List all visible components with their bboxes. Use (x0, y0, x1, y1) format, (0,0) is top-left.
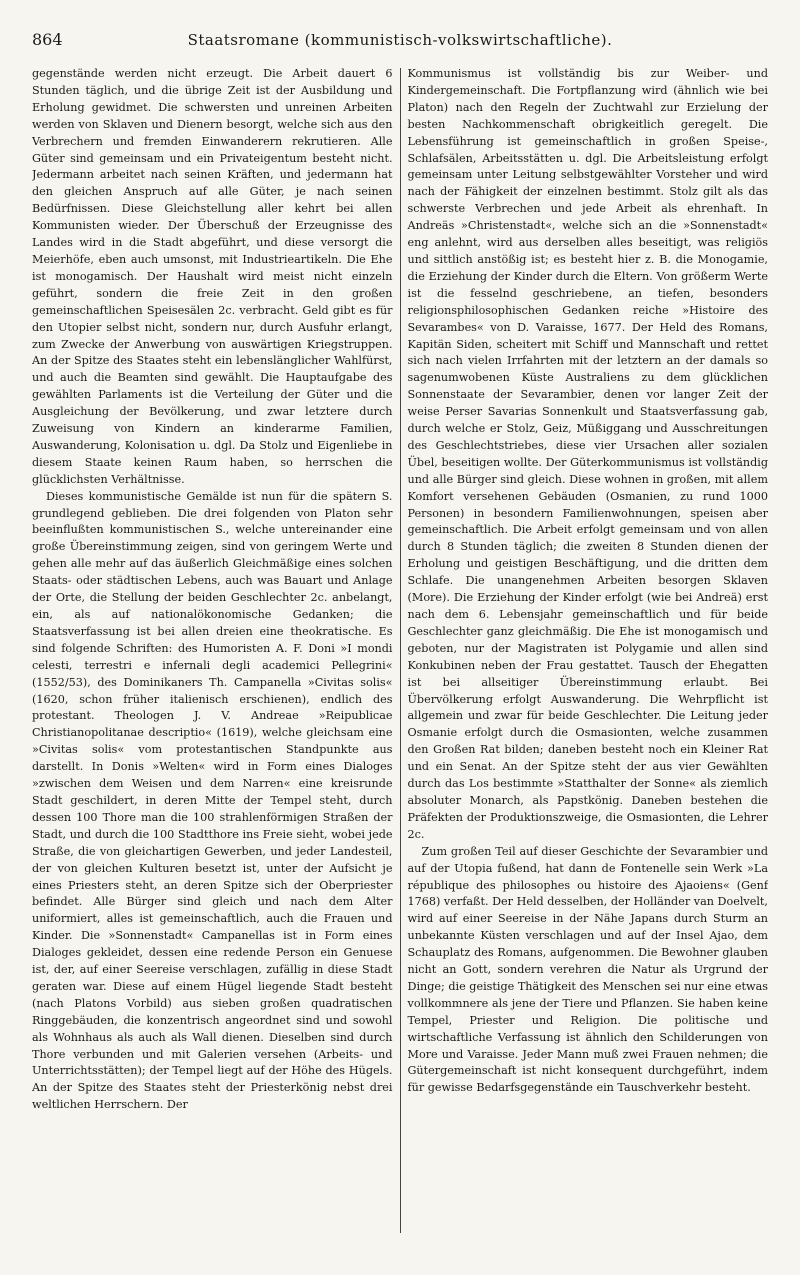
paragraph: Kommunismus ist vollständig bis zur Weiber- und Kindergemeinschaft. Die Fortpflanzung wird (ähnlich wie bei Platon) nach den Regeln der Zuchtwahl zur Erzielung der besten Nachkommenschaft obrigkeitlich geregelt. Die Lebensführung ist gemeinschaftlich in großen Speise-, Schlafsälen, Arbeitsstätten u. dgl. Die Arbeitsleistung erfolgt gemeinsam unter Leitung selbstgewählter Vorsteher und wird nach der Fähigkeit der einzelnen bestimmt. Stolz gilt als das schwerste Verbrechen und jede Arbeit als ehrenhaft. In Andreäs »Christenstadt«, welche sich an die »Sonnenstadt« eng anlehnt, wird aus derselben alles beseitigt, was religiös und sittlich anstößig ist; es besteht hier z. B. die Monogamie, die Erziehung der Kinder durch die Eltern. Von größerm Werte ist die fesselnd geschriebene, an tiefen, besonders religionsphilosophischen Gedanken reiche »Histoire des Sevarambes« von D. Varaisse, 1677. Der Held des Romans, Kapitän Siden, scheitert mit Schiff und Mannschaft und rettet sich nach vielen Irrfahrten mit der letztern an der damals so sagenumwobenen Küste Australiens zu dem glücklichen Sonnenstaate der Sevarambier, denen vor langer Zeit der weise Perser Savarias Sonnenkult und Staatsverfassung gab, durch welche er Stolz, Geiz, Müßiggang und Ausschreitungen des Geschlechtstriebes, diese vier Ursachen aller sozialen Übel, beseitigen wollte. Der Güterkommunismus ist vollständig und alle Bürger sind gleich. Diese wohnen in großen, mit allem Komfort versehenen Gebäuden (Osmanien, zu rund 1000 Personen) in besondern Familienwohnungen, speisen aber gemeinschaftlich. Die Arbeit erfolgt gemeinsam und von allen durch 8 Stunden täglich; die zweiten 8 Stunden dienen der Erholung und geistigen Beschäftigung, und die dritten dem Schlafe. Die unangenehmen Arbeiten besorgen Sklaven (More). Die Erziehung der Kinder erfolgt (wie bei Andreä) erst nach dem 6. Lebensjahr gemeinschaftlich und für beide Geschlechter ganz gleichmäßig. Die Ehe ist monogamisch und geboten, nur der Magistraten ist Polygamie und allen sind Konkubinen neben der Frau gestattet. Tausch der Ehegatten ist bei allseitiger Übereinstimmung erlaubt. Bei Übervölkerung erfolgt Auswanderung. Die Wehrpflicht ist allgemein und zwar für beide Geschlechter. Die Leitung jeder Osmanie erfolgt durch die Osmasionten, welche zusammen den Großen Rat bilden; daneben besteht noch ein Kleiner Rat und ein Senat. An der Spitze steht der aus vier Gewählten durch das Los bestimmte »Statthalter der Sonne« als ziemlich absoluter Monarch, als Papstkönig. Daneben bestehen die Präfekten der Produktionszweige, die Osmasionten, die Lehrer 2c. (407, 67, 768, 841)
left-column (32, 66, 400, 1257)
text-columns (32, 66, 768, 1257)
right-column (401, 66, 769, 1257)
running-title: Staatsromane (kommunistisch-volkswirtschaftliche). (187, 31, 613, 49)
paragraph: Dieses kommunistische Gemälde ist nun für die spätern S. grundlegend geblieben. Die drei folgenden von Platon sehr beeinflußten kommunistischen S., welche untereinander eine große Übereinstimmung zeigen, sind von geringem Werte und gehen alle mehr auf das äußerlich Gleichmäßige eines solchen Staats- oder städtischen Lebens, auch was Bauart und Anlage der Orte, die Stellung der beiden Geschlechter 2c. anbelangt, ein, als auf nationalökonomische Gedanken; die Staatsverfassung ist bei allen dreien eine theokratische. Es sind folgende Schriften: des Humoristen A. F. Doni »I mondi celesti, terrestri e infernali degli academici Pellegrini« (1552/53), des Dominikaners Th. Campanella »Civitas solis« (1620, schon früher italienisch erschienen), endlich des protestant. Theologen J. V. Andreae »Reipublicae Christianopolitanae descriptio« (1619), welche gleichsam eine »Civitas solis« vom protestantischen Standpunkte aus darstellt. In Donis »Welten« wird in Form eines Dialoges »zwischen dem Weisen und dem Narren« eine kreisrunde Stadt geschildert, in deren Mitte der Tempel steht, durch dessen 100 Thore man die 100 strahlenförmigen Straßen der Stadt, und durch die 100 Stadtthore ins Freie sieht, wobei jede Straße, die von gleichartigen Gewerben, und jeder Landesteil, der von gleichen Kulturen besetzt ist, unter der Aufsicht je eines Priesters steht, an deren Spitze sich der Oberpriester befindet. Alle Bürger sind gleich und nach dem Alter uniformiert, alles ist gemeinschaftlich, auch die Frauen und Kinder. Die »Sonnenstadt« Campanellas ist in Form eines Dialoges gekleidet, dessen eine redende Person ein Genuese ist, der, auf einer Seereise verschlagen, zufällig in diese Stadt geraten war. Diese auf einem Hügel liegende Stadt besteht (nach Platons Vorbild) aus sieben großen quadratischen Ringgebäuden, die konzentrisch angeordnet sind und sowohl als Wohnhaus als auch als Wall dienen. Dieselben sind durch Thore verbunden und mit Galerien versehen (Arbeits- und Unterrichtsstätten); der Tempel liegt auf der Höhe des Hügels. An der Spitze des Staates steht der Priesterkönig nebst drei weltlichen Herrschern. Der (32, 489, 393, 1112)
paragraph: Zum großen Teil auf dieser Geschichte der Sevarambier und auf der Utopia fußend, hat dann de Fontenelle sein Werk »La république des philosophes ou histoire des Ajaoiens« (Genf 1768) verfaßt. Der Held desselben, der Holländer van Doelvelt, wird auf einer Seereise in der Nähe Japans durch Sturm an unbekannte Küsten verschlagen und auf der Insel Ajao, dem Schauplatz des Romans, aufgenommen. Die Bewohner glauben nicht an Gott, sondern verehren die Natur als Urgrund der Dinge; die geistige Thätigkeit des Menschen sei nur eine etwas vollkommnere als jene der Tiere und Pflanzen. Sie haben keine Tempel, Priester und Religion. Die politische und wirtschaftliche Verfassung ist ähnlich den Schilderungen von More und Varaisse. Jeder Mann muß zwei Frauen nehmen; die Gütergemeinschaft ist nicht konsequent durchgeführt, indem für gewisse Bedarfsgegenstände ein Tauschverkehr besteht. (407, 844, 768, 1095)
page-header (32, 30, 768, 56)
page-number: 864 (32, 30, 63, 49)
paragraph: gegenstände werden nicht erzeugt. Die Arbeit dauert 6 Stunden täglich, und die übrige Zeit ist der Ausbildung und Erholung gewidmet. Die schwersten und unreinen Arbeiten werden von Sklaven und Dienern besorgt, welche sich aus den Verbrechern und fremden Einwanderern rekrutieren. Alle Güter sind gemeinsam und ein Privateigentum besteht nicht. Jedermann arbeitet nach seinen Kräften, und jedermann hat den gleichen Anspruch auf alle Güter, je nach seinen Bedürfnissen. Diese Gleichstellung aller kehrt bei allen Kommunisten wieder. Der Überschuß der Erzeugnisse des Landes wird in die Stadt abgeführt, und diese versorgt die Meierhöfe, eben auch umsonst, mit Industrieartikeln. Die Ehe ist monogamisch. Der Haushalt wird meist nicht einzeln geführt, sondern die freie Zeit in den großen gemeinschaftlichen Speisesälen 2c. verbracht. Geld gibt es für den Utopier selbst nicht, sondern nur, durch Ausfuhr erlangt, zum Zwecke der Anwerbung von auswärtigen Kriegstruppen. An der Spitze des Staates steht ein lebenslänglicher Wahlfürst, und auch die Beamten sind gewählt. Die Hauptaufgabe des gewählten Parlaments ist die Verteilung der Güter und die Ausgleichung der Bevölkerung, und zwar letztere durch Zuweisung von Kindern an kinderarme Familien, Auswanderung, Kolonisation u. dgl. Da Stolz und Eigenliebe in diesem Staate keinen Raum haben, so herrschen die glücklichsten Verhältnisse. (32, 67, 393, 486)
